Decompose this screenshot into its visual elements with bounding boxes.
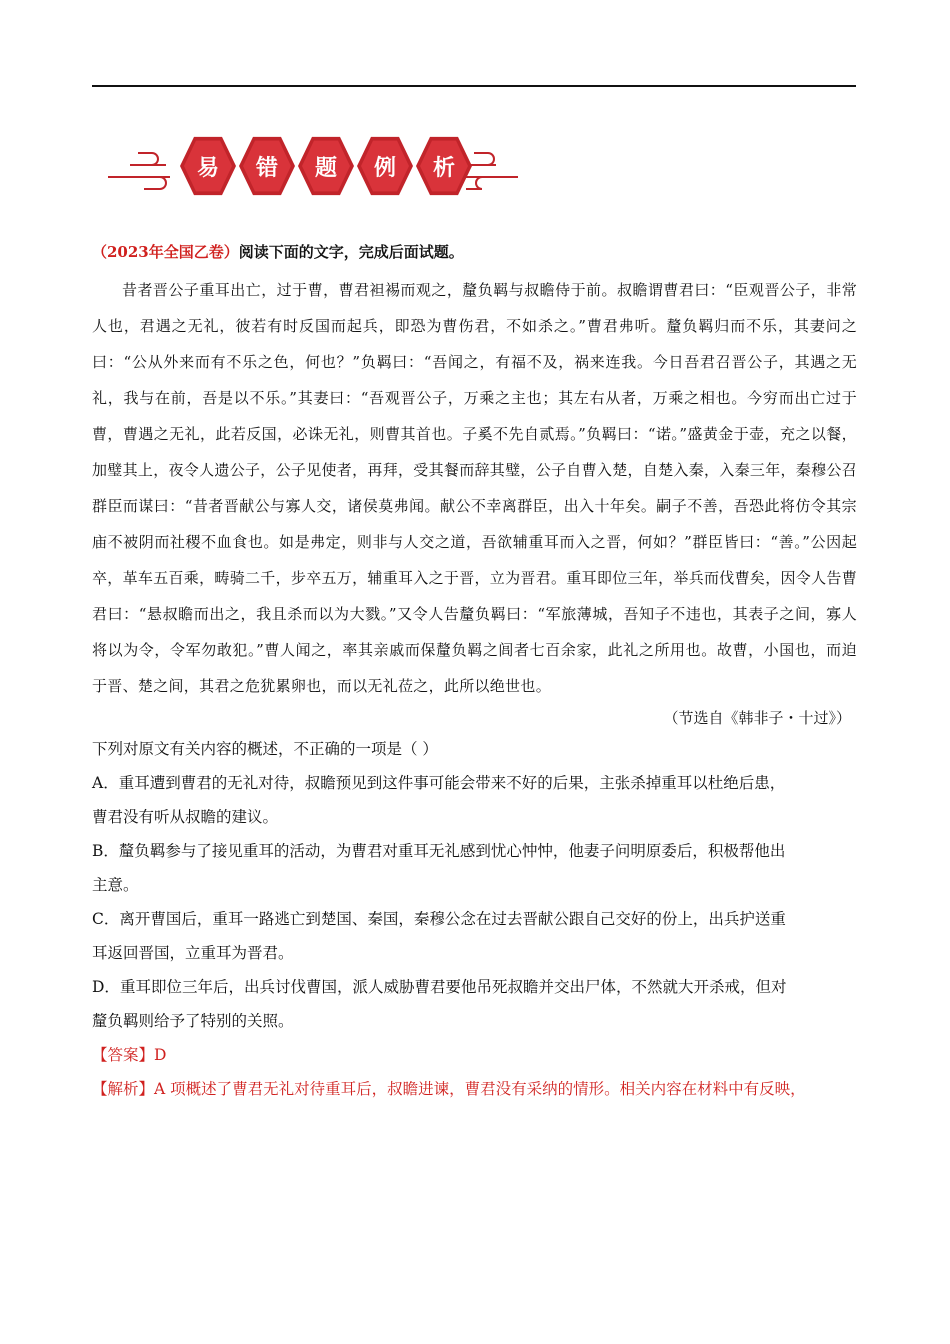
question-stem: 下列对原文有关内容的概述，不正确的一项是（ ） bbox=[92, 740, 438, 758]
banner-title bbox=[180, 135, 472, 201]
instruction-text: 阅读下面的文字，完成后面试题。 bbox=[238, 243, 464, 261]
option-d: D．重耳即位三年后，出兵讨伐曹国，派人威胁曹君要他吊死叔瞻并交出尸体，不然就大开杀戒，但对 釐负羁则给予了特别的关照。 bbox=[92, 978, 787, 1030]
analysis-line bbox=[92, 1072, 857, 1106]
analysis-text: A 项概述了曹君无礼对待重耳后，叔瞻进谏，曹君没有采纳的情形。相关内容在材料中有反映， bbox=[154, 1080, 806, 1098]
banner-hex: 易 bbox=[180, 135, 236, 197]
answer-tag: 【答案】 bbox=[92, 1046, 155, 1064]
reading-passage: 昔者晋公子重耳出亡，过于曹，曹君袒裼而观之，釐负羁与叔瞻侍于前。叔瞻谓曹君曰：“臣观晋公子，非常人也，君遇之无礼，彼若有时反国而起兵，即恐为曹伤君，不如杀之。”曹君弗听。釐负羁归而不乐，其妻问之曰：“公从外来而有不乐之色，何也？”负羁曰：“吾闻之，有福不及，祸来连我。今日吾君召晋公子，其遇之无礼，我与在前，吾是以不乐。”其妻曰：“吾观晋公子，万乘之主也；其左右从者，万乘之相也。今穷而出亡过于曹，曹遇之无礼，此若反国，必诛无礼，则曹其首也。子奚不先自贰焉。”负羁曰：“诺。”盛黄金于壶，充之以餐，加璧其上，夜令人遗公子，公子见使者，再拜，受其餐而辞其璧，公子自曹入楚，自楚入秦，入秦三年，秦穆公召群臣而谋曰：“昔者晋献公与寡人交，诸侯莫弗闻。献公不幸离群臣，出入十年矣。嗣子不善，吾恐此将仿令其宗庙不被阴而社稷不血食也。如是弗定，则非与人交之道，吾欲辅重耳而入之晋，何如？”群臣皆曰：“善。”公因起卒，革车五百乘，畴骑二千，步卒五万，辅重耳入之于晋，立为晋君。重耳即位三年，举兵而伐曹矣，因令人告曹君曰：“悬叔瞻而出之，我且杀而以为大戮。”又令人告釐负羁曰：“军旅薄城，吾知子不违也，其表子之间，寡人将以为令，令军勿敢犯。”曹人闻之，率其亲戚而保釐负羁之闾者七百余家，此礼之所用也。故曹，小国也，而迫于晋、楚之间，其君之危犹累卵也，而以无礼莅之，此所以绝世也。 bbox=[92, 281, 858, 695]
analysis-tag: 【解析】 bbox=[92, 1080, 155, 1098]
exam-source-tag: （2023年全国乙卷） bbox=[92, 243, 239, 261]
banner-hex: 析 bbox=[416, 135, 472, 197]
document-body bbox=[92, 242, 857, 1106]
passage-citation: （节选自《韩非子・十过》） bbox=[663, 709, 851, 727]
source-line bbox=[92, 242, 857, 262]
option-b: B．釐负羁参与了接见重耳的活动，为曹君对重耳无礼感到忧心忡忡，他妻子问明原委后，积极帮他出 主意。 bbox=[92, 842, 786, 894]
option-c: C．离开曹国后，重耳一路逃亡到楚国、秦国，秦穆公念在过去晋献公跟自己交好的份上，出兵护送重 耳返回晋国，立重耳为晋君。 bbox=[92, 910, 786, 962]
banner-hex: 错 bbox=[239, 135, 295, 197]
header-rule bbox=[92, 85, 856, 87]
banner-hex: 题 bbox=[298, 135, 354, 197]
banner-hex: 例 bbox=[357, 135, 413, 197]
answer-line bbox=[92, 1038, 857, 1072]
section-banner bbox=[108, 135, 518, 201]
option-a: A．重耳遭到曹君的无礼对待，叔瞻预见到这件事可能会带来不好的后果，主张杀掉重耳以杜绝后患， 曹君没有听从叔瞻的建议。 bbox=[92, 774, 786, 826]
answer-value: D bbox=[154, 1046, 167, 1064]
